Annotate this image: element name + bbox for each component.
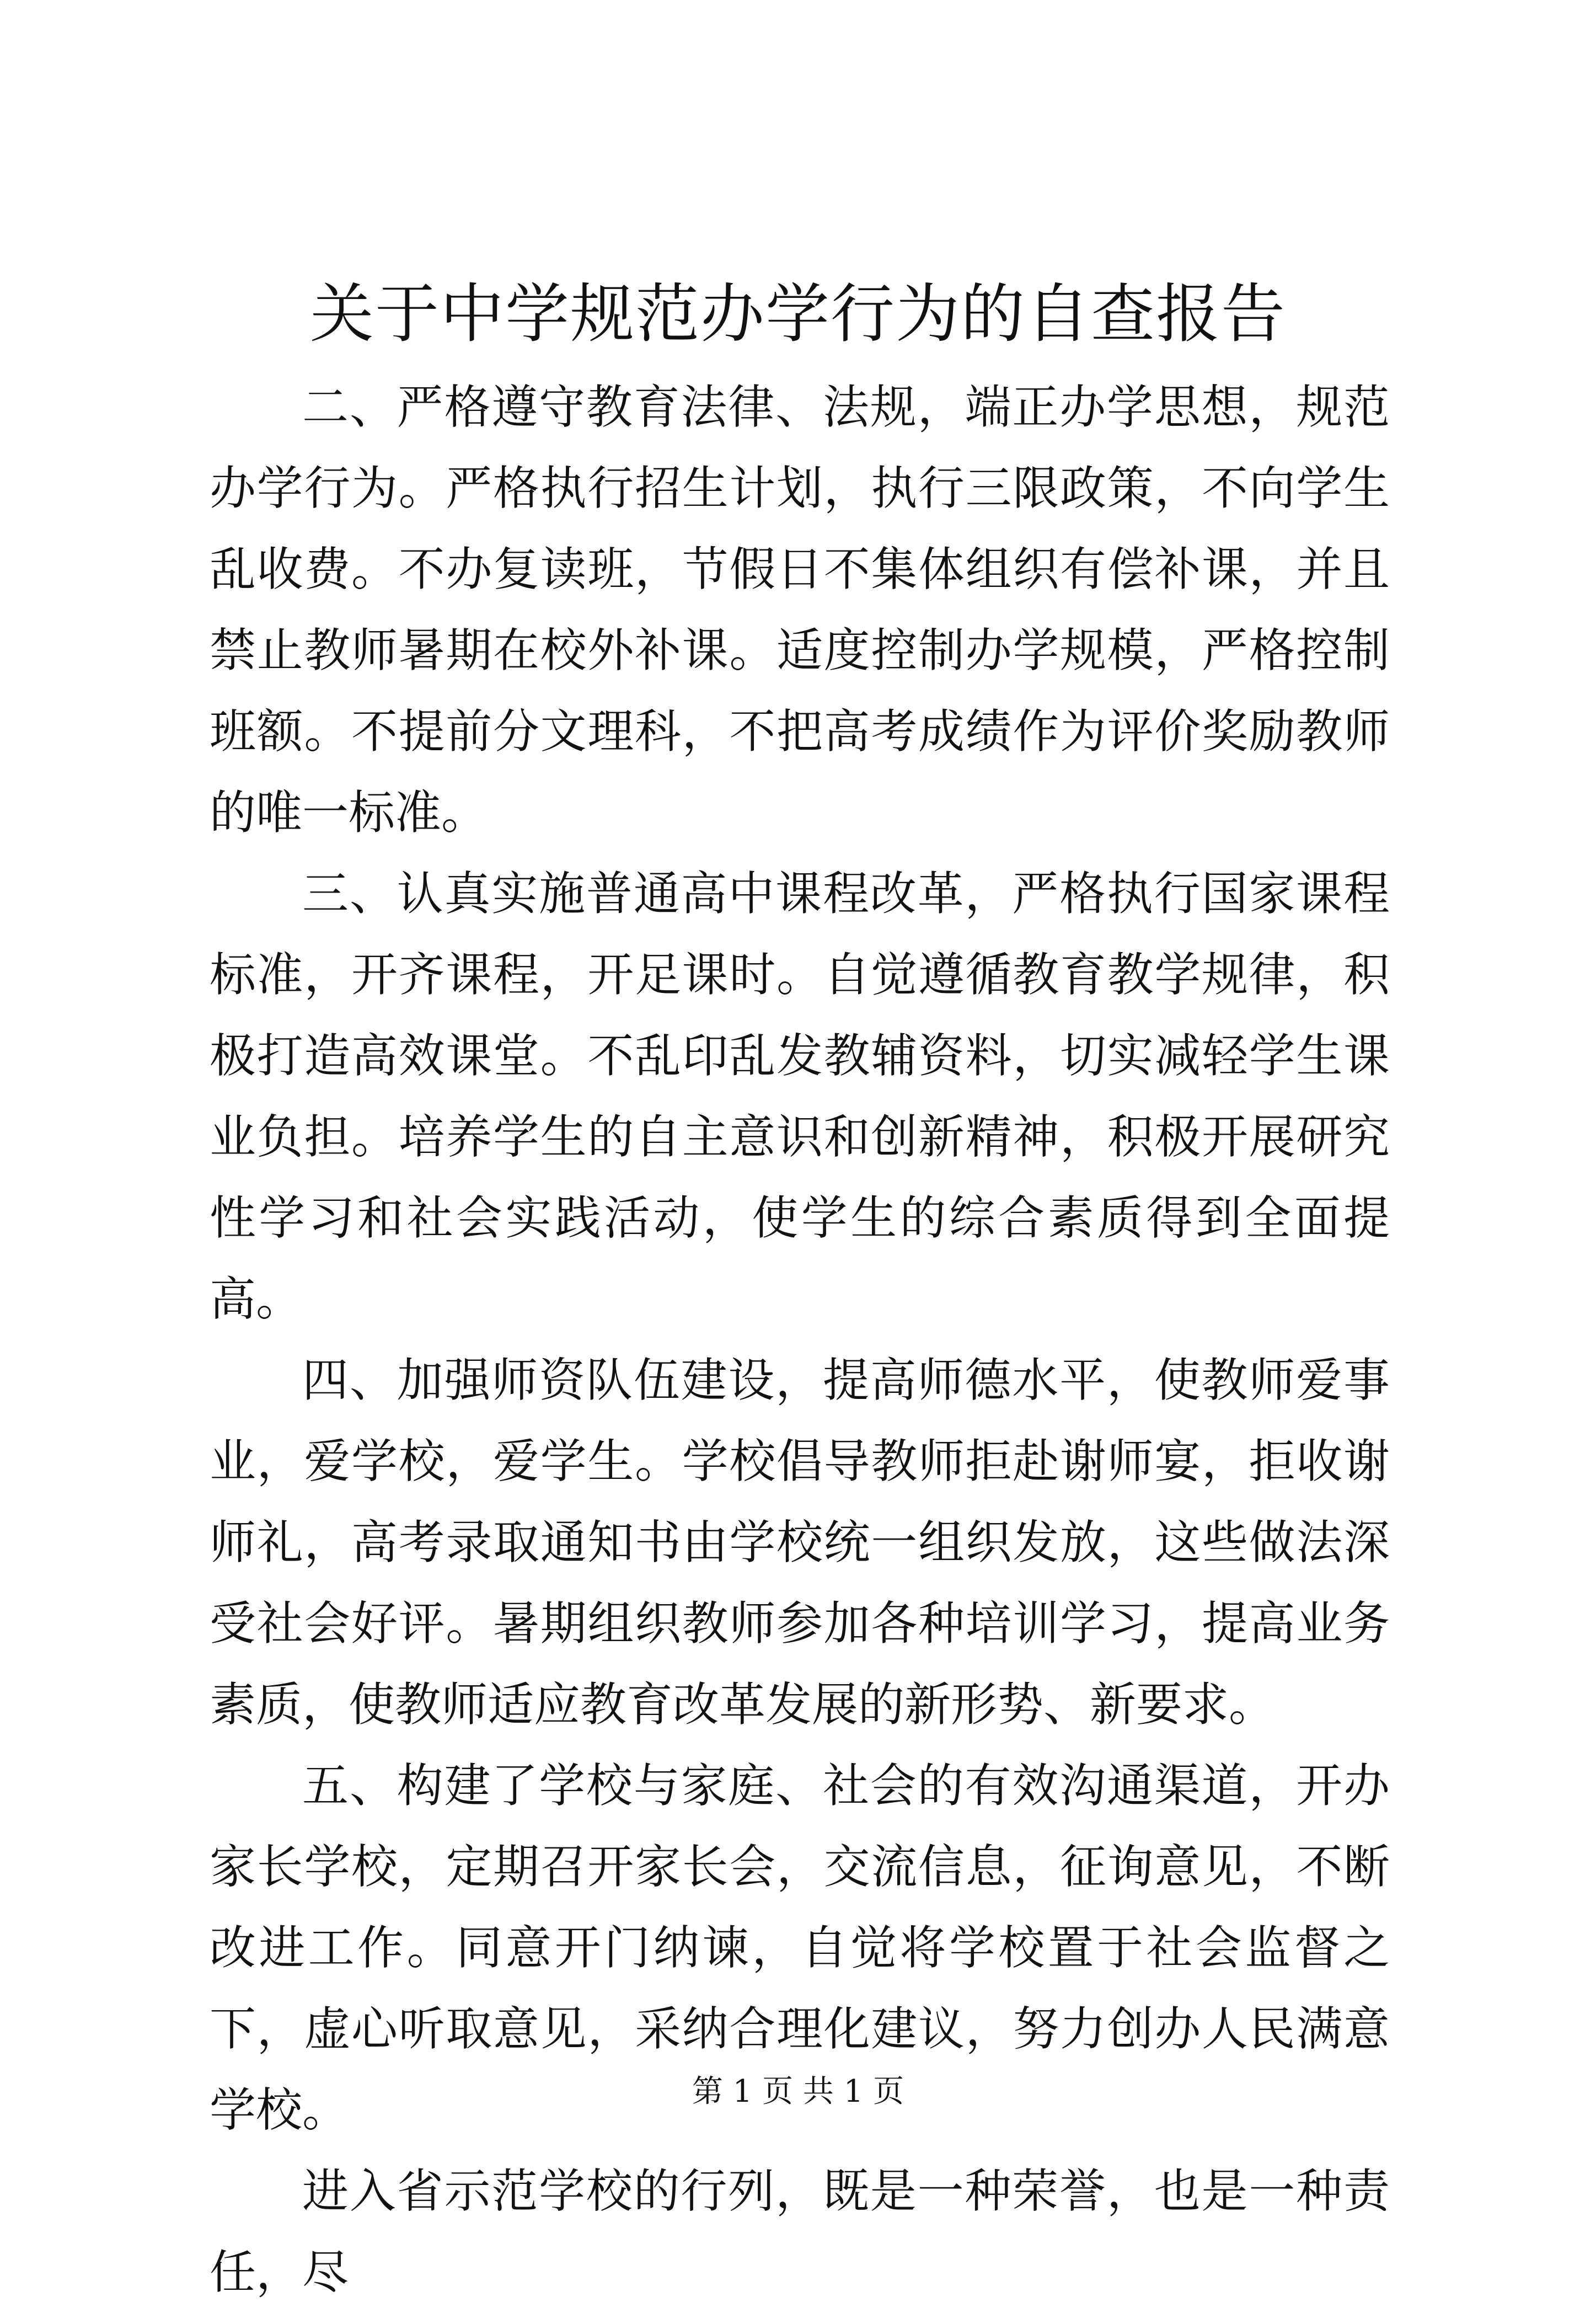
page-number-footer: 第 1 页 共 1 页 [692, 2074, 904, 2109]
paragraph-3: 三、认真实施普通高中课程改革，严格执行国家课程标准，开齐课程，开足课时。自觉遵循教育教学规律，积极打造高效课堂。不乱印乱发教辅资料，切实减轻学生课业负担。培养学生的自主意识和创新精神，积极开展研究性学习和社会实践活动，使学生的综合素质得到全面提高。 [210, 867, 1390, 1326]
document-title: 关于中学规范办学行为的自查报告 [310, 277, 1286, 351]
paragraph-5: 五、构建了学校与家庭、社会的有效沟通渠道，开办家长学校，定期召开家长会，交流信息，征询意见，不断改进工作。同意开门纳谏，自觉将学校置于社会监督之下，虚心听取意见，采纳合理化建议，努力创办人民满意学校。 [210, 1759, 1390, 2137]
paragraph-2: 二、严格遵守教育法律、法规，端正办学思想，规范办学行为。严格执行招生计划，执行三限政策，不向学生乱收费。不办复读班，节假日不集体组织有偿补课，并且禁止教师暑期在校外补课。适度控制办学规模，严格控制班额。不提前分文理科，不把高考成绩作为评价奖励教师的唯一标准。 [210, 380, 1390, 840]
document-body [210, 367, 1390, 2313]
paragraph-4: 四、加强师资队伍建设，提高师德水平，使教师爱事业，爱学校，爱学生。学校倡导教师拒赴谢师宴，拒收谢师礼，高考录取通知书由学校统一组织发放，这些做法深受社会好评。暑期组织教师参加各种培训学习，提高业务素质，使教师适应教育改革发展的新形势、新要求。 [210, 1353, 1390, 1732]
paragraph-closing: 进入省示范学校的行列，既是一种荣誉，也是一种责任，尽 [210, 2164, 1390, 2299]
